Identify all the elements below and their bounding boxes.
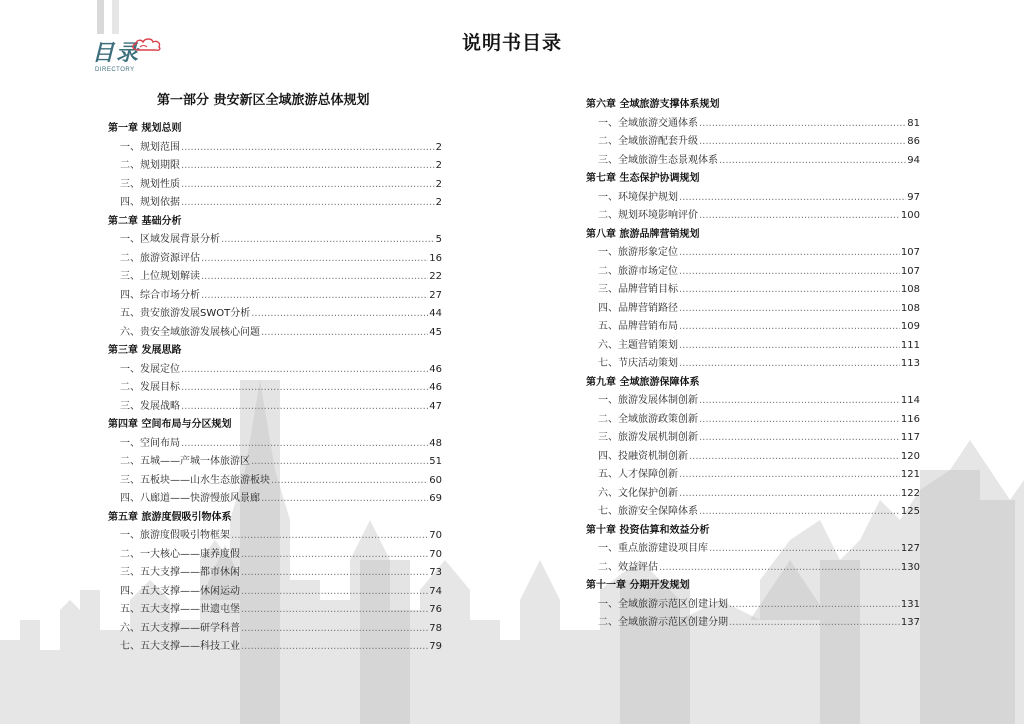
toc-entry[interactable] [586, 244, 920, 263]
toc-entry-label: 四、规划依据 [120, 197, 180, 208]
dot-leader [699, 115, 906, 134]
toc-entry[interactable] [586, 281, 920, 300]
toc-entry[interactable] [586, 614, 920, 633]
chapter-heading[interactable]: 第十一章 分期开发规划 [586, 580, 690, 591]
toc-entry[interactable] [586, 318, 920, 337]
dot-leader [251, 453, 428, 472]
dot-leader [679, 337, 900, 356]
toc-entry[interactable] [108, 231, 442, 250]
toc-entry-label: 一、规划范围 [120, 141, 180, 153]
toc-entry[interactable] [586, 263, 920, 282]
toc-entry-label: 二、旅游资源评估 [120, 252, 200, 264]
toc-entry-label: 三、上位规划解读 [120, 271, 200, 282]
toc-entry-label: 四、投融资机制创新 [598, 450, 688, 462]
toc-entry[interactable] [586, 189, 920, 208]
toc-page-number: 2 [435, 197, 442, 208]
toc-entry-label: 五、五大支撑——世遗屯堡 [120, 604, 240, 615]
toc-entry-label: 四、品牌营销路径 [598, 302, 678, 314]
toc-entry[interactable] [586, 207, 920, 226]
dot-leader [181, 157, 435, 176]
dot-leader [679, 355, 900, 374]
dot-leader [251, 305, 428, 324]
dot-leader [679, 189, 906, 208]
toc-entry[interactable] [586, 503, 920, 522]
toc-entry-label: 五、人才保障创新 [598, 469, 678, 480]
toc-entry-label: 六、主题营销策划 [598, 339, 678, 351]
toc-entry[interactable] [586, 411, 920, 430]
toc-entry-label: 三、发展战略 [120, 400, 180, 412]
dot-leader [241, 638, 428, 657]
dot-leader [699, 392, 900, 411]
toc-entry-label: 三、全域旅游生态景观体系 [598, 154, 718, 166]
toc-page-number: 27 [429, 289, 442, 301]
toc-entry[interactable] [586, 392, 920, 411]
toc-page-number: 46 [429, 382, 442, 393]
toc-entry[interactable] [108, 194, 442, 213]
toc-page-number: 122 [900, 487, 920, 499]
chapter-heading[interactable]: 第九章 全域旅游保障体系 [586, 376, 700, 388]
dot-leader [261, 490, 428, 509]
toc-page-number: 44 [429, 308, 442, 319]
chapter-heading[interactable]: 第七章 生态保护协调规划 [586, 173, 700, 184]
toc-entry-label: 二、全域旅游政策创新 [598, 413, 698, 425]
dot-leader [181, 398, 428, 417]
toc-page-number: 131 [900, 598, 920, 610]
toc-entry[interactable] [108, 472, 442, 491]
toc-page-number: 51 [429, 456, 442, 467]
toc-entry-label: 二、发展目标 [120, 382, 180, 393]
toc-entry[interactable] [108, 435, 442, 454]
toc-entry-label: 三、五板块——山水生态旅游板块 [120, 474, 270, 486]
dot-leader [201, 287, 428, 306]
dot-leader [181, 379, 428, 398]
toc-entry-label: 六、贵安全域旅游发展核心问题 [120, 326, 260, 338]
dot-leader [261, 324, 428, 343]
toc-entry[interactable] [108, 638, 442, 657]
toc-entry[interactable] [586, 559, 920, 578]
dot-leader [241, 564, 428, 583]
dot-leader [181, 194, 435, 213]
toc-entry-label: 五、品牌营销布局 [598, 321, 678, 332]
toc-entry-label: 四、八廊道——快游慢旅风景廊 [120, 493, 260, 504]
toc-page-number: 117 [900, 432, 920, 443]
toc-entry[interactable] [586, 596, 920, 615]
toc-entry-label: 一、发展定位 [120, 363, 180, 375]
toc-entry-label: 二、旅游市场定位 [598, 265, 678, 277]
toc-entry-label: 二、规划环境影响评价 [598, 210, 698, 221]
toc-page-number: 107 [900, 265, 920, 277]
toc-page-number: 46 [429, 363, 442, 375]
toc-entry[interactable] [586, 300, 920, 319]
toc-entry-label: 七、五大支撑——科技工业 [120, 641, 240, 652]
toc-entry-label: 三、旅游发展机制创新 [598, 432, 698, 443]
dot-leader [241, 546, 428, 565]
chapter-heading[interactable]: 第二章 基础分析 [108, 215, 182, 227]
toc-entry-label: 二、全域旅游示范区创建分期 [598, 617, 728, 628]
toc-entry[interactable] [108, 527, 442, 546]
toc-entry[interactable] [108, 546, 442, 565]
toc-entry-label: 四、综合市场分析 [120, 289, 200, 301]
toc-page-number: 114 [900, 395, 920, 406]
dot-leader [241, 583, 428, 602]
toc-page-number: 2 [435, 178, 442, 190]
toc-entry[interactable] [108, 564, 442, 583]
dot-leader [231, 527, 428, 546]
toc-entry-label: 一、全域旅游交通体系 [598, 117, 698, 129]
toc-entry-label: 七、节庆活动策划 [598, 358, 678, 369]
toc-page-number: 116 [900, 413, 920, 425]
toc-entry[interactable] [108, 268, 442, 287]
toc-entry[interactable] [586, 115, 920, 134]
toc-page-number: 60 [429, 474, 442, 486]
toc-page-number: 121 [900, 469, 920, 480]
toc-entry-label: 三、品牌营销目标 [598, 284, 678, 295]
toc-entry-label: 二、一大核心——康养度假 [120, 548, 240, 560]
toc-entry[interactable] [108, 361, 442, 380]
toc-entry-label: 二、全域旅游配套升级 [598, 136, 698, 147]
toc-entry[interactable] [586, 355, 920, 374]
dot-leader [699, 429, 900, 448]
chapter-heading[interactable]: 第四章 空间布局与分区规划 [108, 419, 232, 430]
toc-entry[interactable] [108, 583, 442, 602]
toc-entry-label: 一、区域发展背景分析 [120, 234, 220, 245]
toc-entry-label: 二、效益评估 [598, 561, 658, 573]
toc-page-number: 86 [907, 136, 920, 147]
toc-entry-label: 一、空间布局 [120, 437, 180, 449]
toc-page-number: 70 [429, 530, 442, 541]
dot-leader [679, 281, 900, 300]
toc-page-number: 78 [429, 622, 442, 634]
toc-right-column [586, 96, 920, 633]
chapter-heading[interactable]: 第八章 旅游品牌营销规划 [586, 228, 700, 240]
toc-entry-label: 二、规划期限 [120, 160, 180, 171]
toc-left-column [108, 120, 442, 657]
toc-entry[interactable] [586, 466, 920, 485]
toc-page-number: 2 [435, 160, 442, 171]
chapter-heading[interactable]: 第十章 投资估算和效益分析 [586, 524, 710, 536]
toc-entry[interactable] [108, 379, 442, 398]
toc-entry-label: 一、旅游发展体制创新 [598, 395, 698, 406]
dot-leader [659, 559, 900, 578]
dot-leader [699, 503, 900, 522]
toc-page-number: 100 [900, 210, 920, 221]
dot-leader [271, 472, 428, 491]
toc-entry-label: 六、文化保护创新 [598, 487, 678, 499]
dot-leader [699, 207, 900, 226]
toc-entry-label: 六、五大支撑——研学科普 [120, 622, 240, 634]
toc-entry[interactable] [108, 287, 442, 306]
dot-leader [679, 466, 900, 485]
toc-page-number: 48 [429, 437, 442, 449]
toc-page-number: 108 [900, 302, 920, 314]
dot-leader [729, 596, 900, 615]
toc-page-number: 125 [900, 506, 920, 517]
chapter-heading[interactable]: 第六章 全域旅游支撑体系规划 [586, 99, 720, 110]
chapter-heading[interactable]: 第三章 发展思路 [108, 345, 182, 356]
dot-leader [679, 300, 900, 319]
toc-page-number: 76 [429, 604, 442, 615]
toc-entry[interactable] [108, 139, 442, 158]
toc-page-number: 111 [900, 339, 920, 351]
toc-page-number: 2 [435, 141, 442, 153]
toc-entry[interactable] [108, 305, 442, 324]
toc-page-number: 69 [429, 493, 442, 504]
toc-page-number: 137 [900, 617, 920, 628]
toc-entry-label: 四、五大支撑——休闲运动 [120, 585, 240, 597]
toc-page-number: 81 [907, 117, 920, 129]
toc-page-number: 97 [907, 191, 920, 203]
toc-page-number: 74 [429, 585, 442, 597]
toc-entry[interactable] [586, 133, 920, 152]
toc-page-number: 16 [429, 252, 442, 264]
logo-text: 目录 [92, 40, 141, 66]
toc-entry[interactable] [108, 157, 442, 176]
toc-entry[interactable] [108, 490, 442, 509]
toc-page-number: 22 [429, 271, 442, 282]
dot-leader [201, 250, 428, 269]
toc-page-number: 73 [429, 567, 442, 578]
dot-leader [221, 231, 435, 250]
toc-entry[interactable] [586, 429, 920, 448]
dot-leader [679, 244, 900, 263]
toc-entry-label: 一、旅游度假吸引物框架 [120, 530, 230, 541]
document-title: 说明书目录 [461, 32, 562, 54]
toc-entry-label: 一、全域旅游示范区创建计划 [598, 598, 728, 610]
dot-leader [699, 411, 900, 430]
toc-entry-label: 一、环境保护规划 [598, 191, 678, 203]
part-title: 第一部分 贵安新区全域旅游总体规划 [157, 93, 370, 108]
toc-entry[interactable] [586, 152, 920, 171]
chapter-heading[interactable]: 第五章 旅游度假吸引物体系 [108, 511, 232, 523]
toc-entry-label: 一、重点旅游建设项目库 [598, 543, 708, 554]
toc-page-number: 5 [435, 234, 442, 245]
dot-leader [181, 139, 435, 158]
dot-leader [201, 268, 428, 287]
toc-entry-label: 二、五城——产城一体旅游区 [120, 456, 250, 467]
toc-entry-label: 五、贵安旅游发展SWOT分析 [120, 308, 251, 319]
toc-page-number: 130 [900, 561, 920, 573]
toc-entry-label: 一、旅游形象定位 [598, 247, 678, 258]
toc-entry[interactable] [108, 620, 442, 639]
chapter-heading[interactable]: 第一章 规划总则 [108, 123, 182, 134]
toc-page-number: 108 [900, 284, 920, 295]
dot-leader [679, 485, 900, 504]
dot-leader [181, 435, 428, 454]
dot-leader [241, 620, 428, 639]
toc-entry-label: 三、规划性质 [120, 178, 180, 190]
toc-entry[interactable] [108, 250, 442, 269]
toc-page-number: 45 [429, 326, 442, 338]
dot-leader [699, 133, 906, 152]
dot-leader [679, 318, 900, 337]
dot-leader [689, 448, 900, 467]
toc-page-number: 70 [429, 548, 442, 560]
toc-page-number: 120 [900, 450, 920, 462]
dot-leader [241, 601, 428, 620]
toc-entry[interactable] [108, 176, 442, 195]
toc-page-number: 127 [900, 543, 920, 554]
toc-entry[interactable] [108, 601, 442, 620]
toc-entry-label: 七、旅游安全保障体系 [598, 506, 698, 517]
toc-page-number: 47 [429, 400, 442, 412]
logo-subtitle: DIRECTORY [95, 67, 135, 73]
dot-leader [181, 361, 428, 380]
toc-page-number: 107 [900, 247, 920, 258]
toc-entry[interactable] [586, 448, 920, 467]
dot-leader [181, 176, 435, 195]
toc-page-number: 94 [907, 154, 920, 166]
toc-entry[interactable] [586, 337, 920, 356]
dot-leader [709, 540, 900, 559]
dot-leader [679, 263, 900, 282]
toc-page-number: 109 [900, 321, 920, 332]
dot-leader [719, 152, 906, 171]
toc-entry[interactable] [108, 453, 442, 472]
toc-entry[interactable] [586, 485, 920, 504]
toc-entry[interactable] [108, 324, 442, 343]
toc-page-number: 113 [900, 358, 920, 369]
dot-leader [729, 614, 900, 633]
toc-entry[interactable] [586, 540, 920, 559]
toc-page-number: 79 [429, 641, 442, 652]
toc-entry[interactable] [108, 398, 442, 417]
toc-entry-label: 三、五大支撑——都市休闲 [120, 567, 240, 578]
